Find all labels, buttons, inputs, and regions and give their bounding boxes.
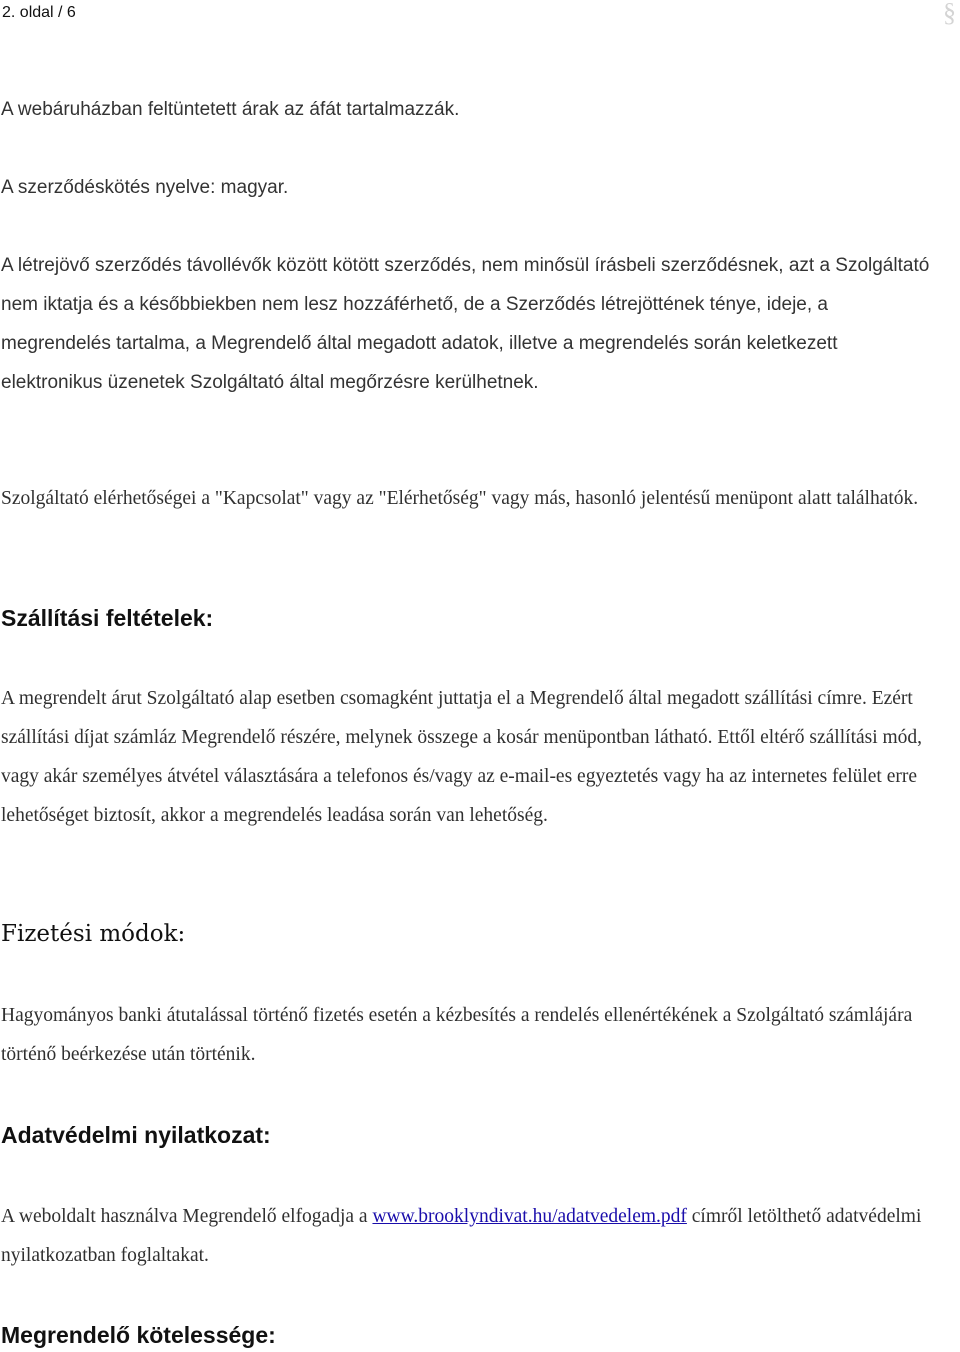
- page-number: 2. oldal / 6: [2, 4, 76, 21]
- privacy-text-before: A weboldalt használva Megrendelő elfogadja a: [1, 1206, 373, 1227]
- privacy-paragraph: [1, 1197, 941, 1275]
- customer-obligation-heading: Megrendelő kötelessége:: [1, 1322, 276, 1348]
- section-mark-icon: §: [943, 0, 956, 27]
- payment-heading: Fizetési módok:: [1, 921, 186, 947]
- privacy-heading: Adatvédelmi nyilatkozat:: [1, 1122, 271, 1148]
- payment-paragraph: Hagyományos banki átutalással történő fizetés esetén a kézbesítés a rendelés ellenértékének a Szolgáltató számlájára történő beérkezése után történik.: [1, 1005, 913, 1065]
- contract-text: A létrejövő szerződés távollévők között kötött szerződés, nem minősül írásbeli szerződésnek, azt a Szolgáltató nem iktatja és a későbbiekben nem lesz hozzáférhető, de a Szerződés létrejöttének ténye, ideje, a megrendelés tartalma, a Megrendelő által megadott adatok, illetve a megrendelés során keletkezett elektronikus üzenetek Szolgáltató által megőrzésre kerülhetnek.: [1, 255, 930, 393]
- page-header: [0, 0, 960, 30]
- privacy-policy-link[interactable]: www.brooklyndivat.hu/adatvedelem.pdf: [372, 1206, 687, 1227]
- contract-paragraph: [1, 246, 941, 402]
- contact-paragraph: Szolgáltató elérhetőségei a "Kapcsolat" vagy az "Elérhetőség" vagy más, hasonló jelentésű menüpont alatt találhatók.: [1, 488, 919, 509]
- vat-paragraph: A webáruházban feltüntetett árak az áfát tartalmazzák.: [1, 99, 460, 120]
- shipping-heading: Szállítási feltételek:: [1, 605, 214, 631]
- privacy-text-after: címről letölthető adatvédelmi nyilatkozatban foglaltakat.: [1, 1206, 922, 1266]
- shipping-paragraph: A megrendelt árut Szolgáltató alap esetben csomagként juttatja el a Megrendelő által megadott szállítási címre. Ezért szállítási díjat számláz Megrendelő részére, melynek összege a kosár menüpontban látható. Ettől eltérő szállítási mód, vagy akár személyes átvétel választására a telefonos és/vagy az e-mail-es egyeztetés vagy ha az internetes felület erre lehetőséget biztosít, akkor a megrendelés leadása során van lehetőség.: [1, 688, 923, 826]
- contract-language-paragraph: A szerződéskötés nyelve: magyar.: [1, 177, 289, 198]
